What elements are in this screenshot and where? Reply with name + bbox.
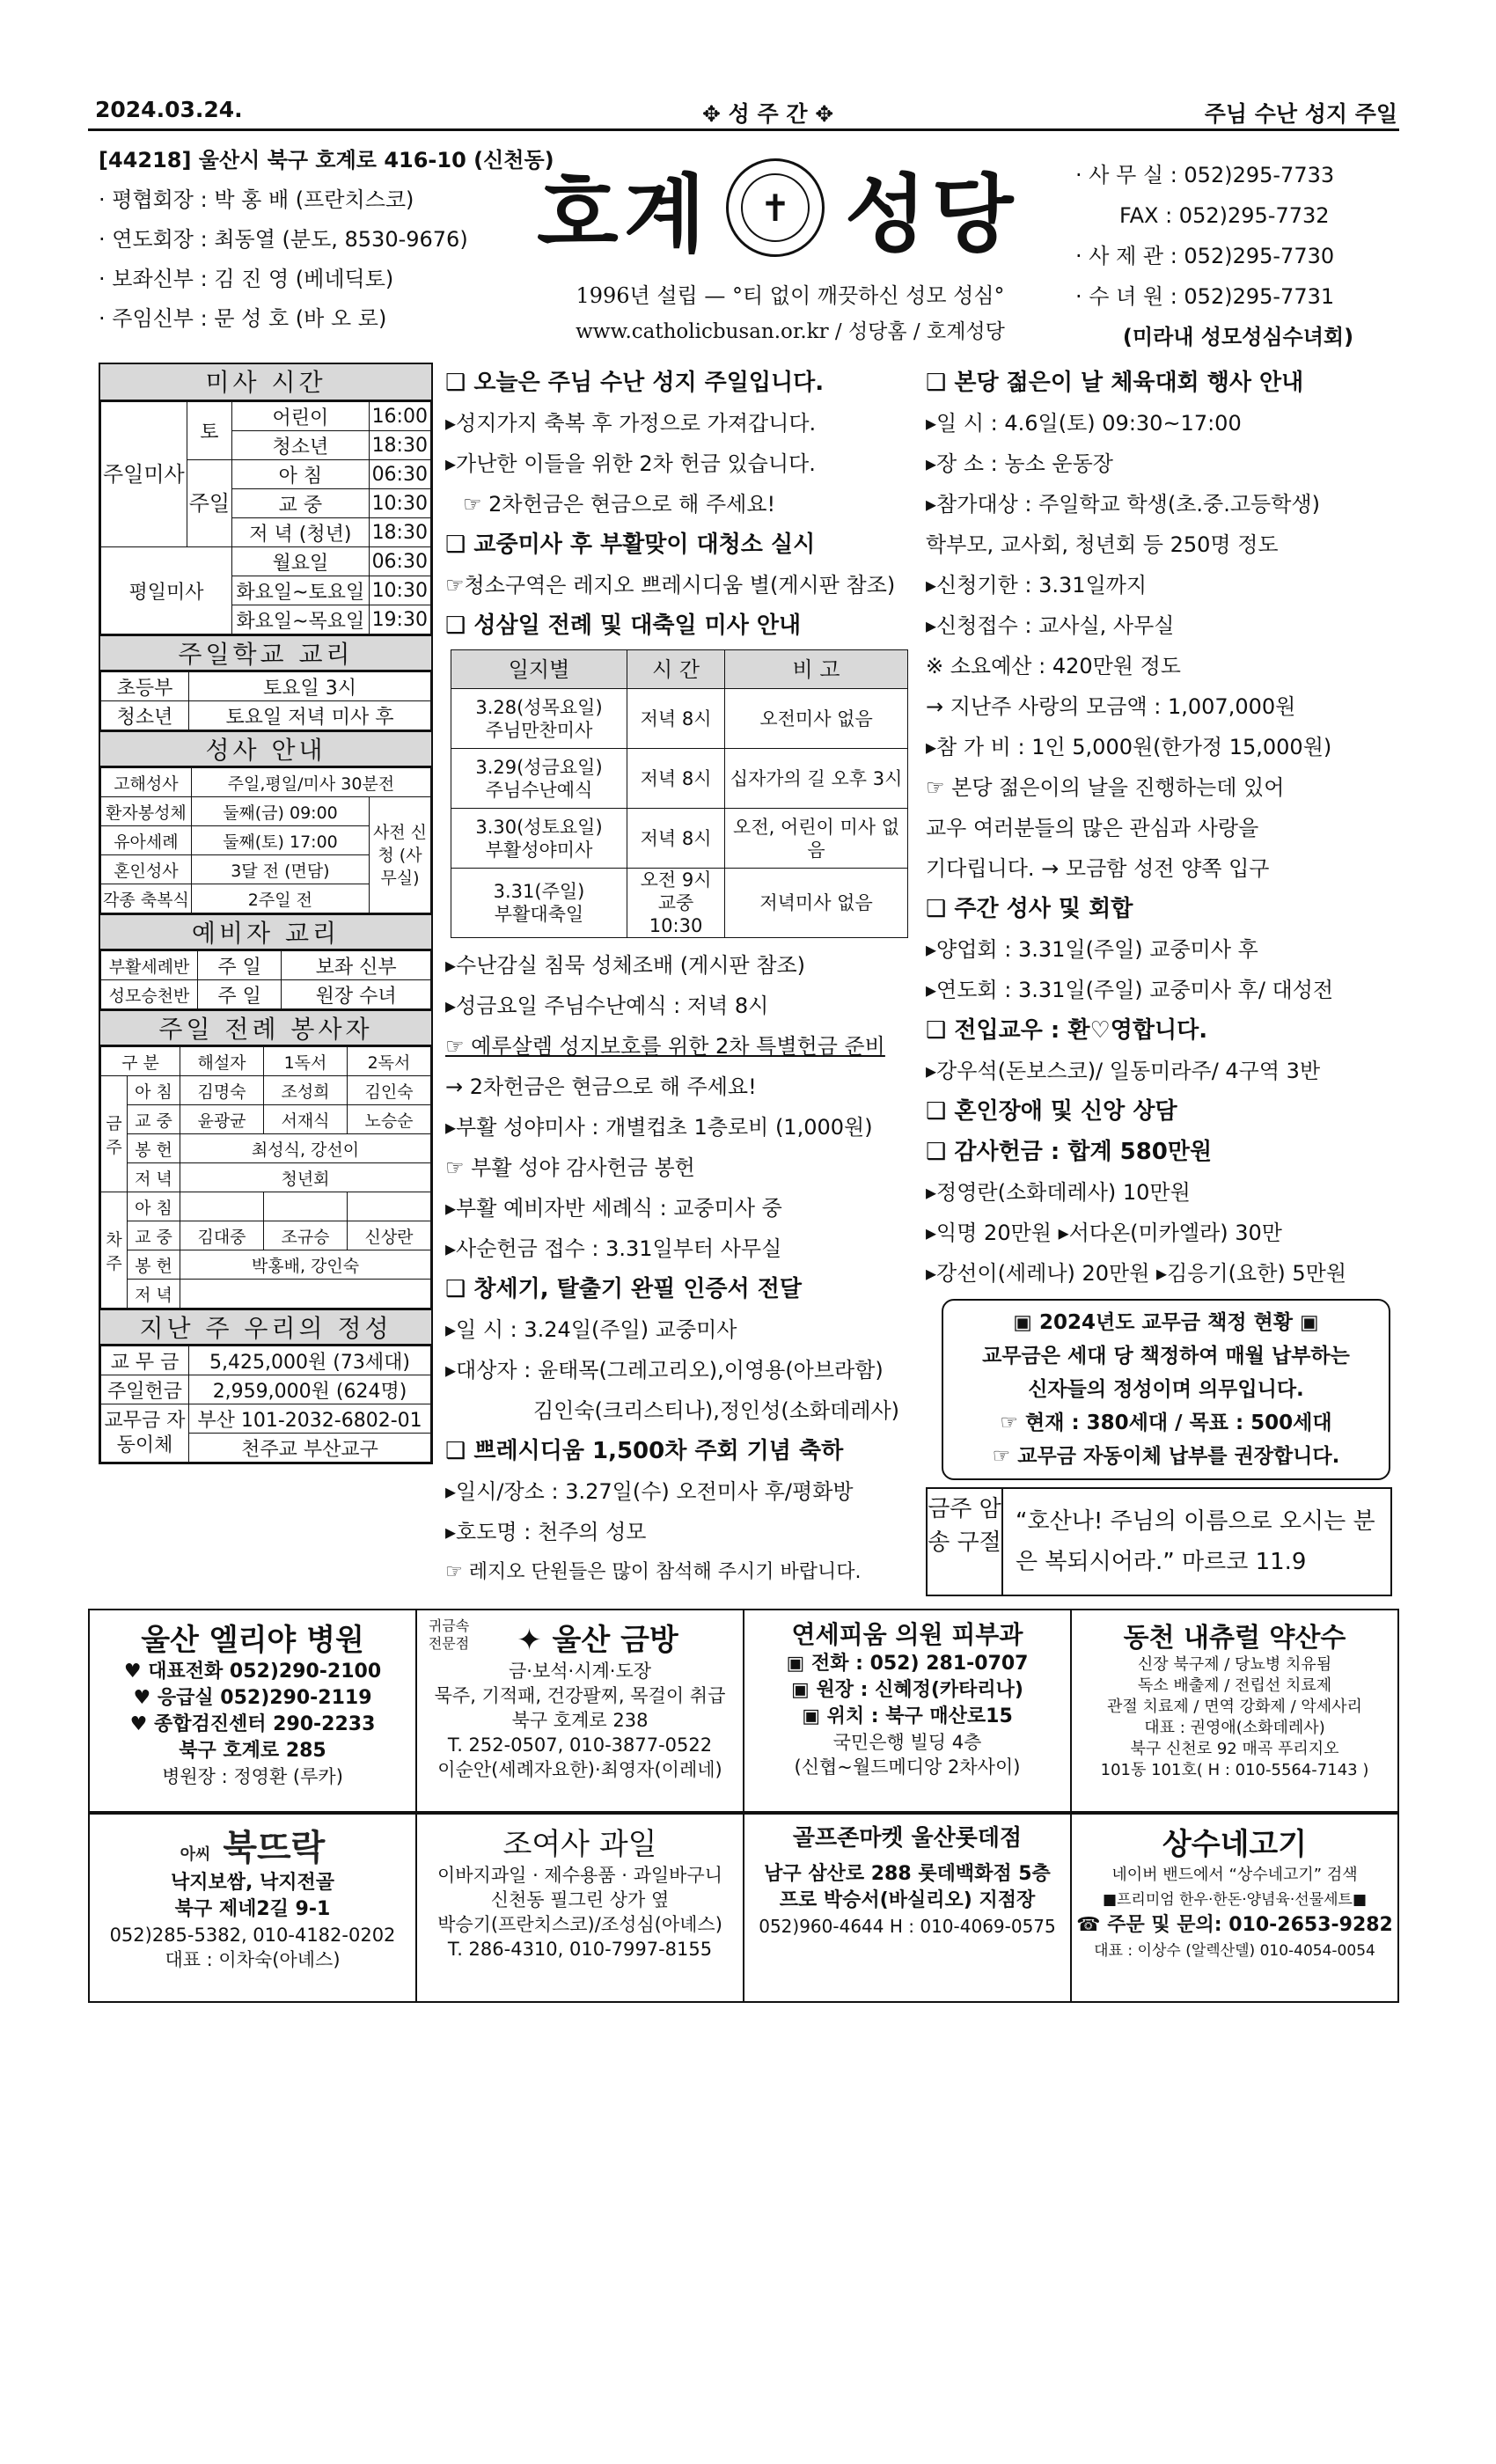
- mass-name: 교 중: [232, 489, 369, 518]
- title-part-2: 성당: [845, 165, 1019, 264]
- ad-line: ♥ 응급실 052)290-2119: [133, 1687, 372, 1709]
- box-line: ☞ 현재 : 380세대 / 목표 : 500세대: [1000, 1412, 1332, 1434]
- offering-amount: 5,425,000원 (73세대): [189, 1346, 431, 1375]
- ad-line: 대표 : 이상수 (알렉산델) 010-4054-0054: [1094, 1942, 1375, 1960]
- mass-name: 어린이: [232, 402, 369, 431]
- ad-tag: 귀금속 전문점: [428, 1617, 470, 1652]
- notice-line: ▸정영란(소화데레사) 10만원: [926, 1180, 1191, 1205]
- notice-line: ▸대상자 : 윤태목(그레고리오),이영용(아브라함): [445, 1358, 884, 1382]
- server-name: 조규승: [264, 1221, 348, 1250]
- website-link[interactable]: www.catholicbusan.or.kr / 성당홈 / 호계성당: [576, 320, 1005, 343]
- box-line: 신자들의 정성이며 의무입니다.: [1028, 1378, 1304, 1401]
- saturday-label: 토: [187, 402, 231, 460]
- ad-title: 동천 내츄럴 약산수: [1123, 1623, 1346, 1654]
- server-slot: 아 침: [128, 1076, 180, 1105]
- notice-line: ▸강우석(돈보스코)/ 일동미라주/ 4구역 3반: [926, 1059, 1321, 1083]
- ad-line: 대표 : 권영애(소화데레사): [1144, 1719, 1325, 1737]
- ad-title: 울산 엘리야 병원: [141, 1623, 364, 1658]
- server-name: [264, 1192, 348, 1221]
- ad-line: (신협~월드메디앙 2차사이): [794, 1756, 1021, 1778]
- convent-name: (미라내 성모성심수녀회): [1122, 325, 1354, 349]
- left-column: [99, 363, 433, 1464]
- bank-account: 부산 101-2032-6802-01: [189, 1404, 431, 1434]
- sacrament-time: 주일,평일/미사 30분전: [191, 768, 430, 797]
- sacrament-name: 유아세례: [101, 826, 192, 855]
- notice-line: ☞ 2차헌금은 현금으로 해 주세요!: [463, 492, 776, 517]
- school-grade: 초등부: [101, 672, 189, 701]
- col-head: 시 간: [627, 650, 725, 689]
- box-title: ▣ 2024년도 교무금 책정 현황 ▣: [1013, 1311, 1319, 1334]
- ad-line: ■프리미엄 한우·한돈·양념육·선물세트■: [1102, 1891, 1368, 1909]
- notice-line: ▸장 소 : 농소 운동장: [926, 451, 1113, 476]
- sacrament-name: 각종 축복식: [101, 884, 192, 913]
- notice-line: 기다립니다. → 모금함 성전 양쪽 입구: [926, 856, 1270, 881]
- sunday-name: 주님 수난 성지 주일: [1204, 101, 1397, 127]
- notice-heading: ❑ 본당 젊은이 날 체육대회 행사 안내: [926, 370, 1304, 396]
- mass-name: 아 침: [232, 460, 369, 489]
- liturgy-day: 3.31(주일) 부활대축일: [451, 869, 627, 938]
- header-contacts: [1075, 155, 1401, 357]
- ad-butcher[interactable]: [1072, 1815, 1397, 2001]
- ad-line: 이바지과일 · 제수용품 · 과일바구니: [436, 1865, 723, 1886]
- notice-line: ▸신청접수 : 교사실, 사무실: [926, 613, 1175, 638]
- ad-line: ▣ 원장 : 신혜정(카타리나): [791, 1679, 1023, 1701]
- ad-line: 052)285-5382, 010-4182-0202: [109, 1925, 396, 1946]
- notice-line: ▸연도회 : 3.31일(주일) 교중미사 후/ 대성전: [926, 978, 1334, 1002]
- mass-name: 화요일~토요일: [232, 576, 369, 605]
- notice-heading: ❑ 교중미사 후 부활맞이 대청소 실시: [445, 532, 816, 558]
- server-name: [348, 1192, 431, 1221]
- mass-time: 19:30: [369, 605, 430, 634]
- server-names: 청년회: [180, 1163, 431, 1192]
- school-grade: 청소년: [101, 701, 189, 730]
- mass-time: 06:30: [369, 460, 430, 489]
- notice-heading: ❑ 주간 성사 및 회합: [926, 896, 1133, 922]
- top-bar: [95, 93, 1397, 128]
- notice-line: ▸부활 성야미사 : 개별컵초 1층로비 (1,000원): [445, 1115, 873, 1140]
- auto-transfer-label: 교무금 자동이체: [101, 1404, 189, 1463]
- notice-line: ☞ 부활 성야 감사헌금 봉헌: [445, 1155, 695, 1180]
- ad-line: 독소 배출제 / 전립선 치료제: [1137, 1676, 1332, 1695]
- ad-title: ✦ 울산 금방: [517, 1623, 678, 1658]
- liturgy-note: 오전미사 없음: [725, 689, 908, 749]
- ad-line: 052)960-4644 H : 010-4069-0575: [759, 1916, 1056, 1937]
- ad-line: 묵주, 기적패, 건강팔찌, 목걸이 취급: [434, 1685, 726, 1706]
- sacrament-name: 환자봉성체: [101, 797, 192, 826]
- ad-line: ☎ 주문 및 문의: 010-2653-9282: [1076, 1914, 1393, 1936]
- server-name: [180, 1192, 264, 1221]
- offering-label: 교 무 금: [101, 1346, 189, 1375]
- top-divider: [88, 128, 1399, 131]
- ad-hospital[interactable]: [90, 1610, 417, 1811]
- server-slot: 저 녁: [128, 1280, 180, 1309]
- contact-line: · 사 무 실 : 052)295-7733: [1075, 163, 1335, 187]
- ad-line: T. 252-0507, 010-3877-0522: [447, 1734, 713, 1756]
- server-name: 신상란: [348, 1221, 431, 1250]
- sacrament-time: 2주일 전: [191, 884, 369, 913]
- notice-line: ▸일 시 : 3.24일(주일) 교중미사: [445, 1317, 737, 1342]
- ad-line: 국민은행 빌딩 4층: [832, 1732, 982, 1753]
- ad-title: 아씨 북뜨락: [180, 1828, 326, 1868]
- ad-line: ♥ 대표전화 052)290-2100: [123, 1661, 382, 1683]
- ad-line: 관절 치료제 / 면역 강화제 / 악세사리: [1107, 1698, 1362, 1716]
- sunday-label: 주일: [187, 460, 231, 547]
- ad-line: 낙지보쌈, 낙지전골: [170, 1872, 335, 1894]
- address: [44218] 울산시 북구 호계로 416-10 (신천동): [99, 148, 554, 172]
- notice-line: ▸사순헌금 접수 : 3.31일부터 사무실: [445, 1236, 782, 1261]
- sacrament-name: 혼인성사: [101, 855, 192, 884]
- ad-line: 신천동 필그린 상가 옆: [490, 1889, 670, 1910]
- section-title: 미사 시간: [100, 364, 431, 401]
- section-title: 예비자 교리: [100, 913, 431, 950]
- ad-line: 금·보석·시계·도장: [508, 1661, 652, 1682]
- notice-line: ☞ 레지오 단원들은 많이 참석해 주시기 바랍니다.: [445, 1561, 862, 1583]
- sacrament-name: 고해성사: [101, 768, 192, 797]
- school-time: 토요일 저녁 미사 후: [189, 701, 431, 730]
- server-slot: 교 중: [128, 1105, 180, 1134]
- ad-line: 남구 삼산로 288 롯데백화점 5층: [764, 1863, 1051, 1885]
- sunday-mass-label: 주일미사: [101, 402, 187, 547]
- server-slot: 봉 헌: [128, 1250, 180, 1280]
- ad-line: 북구 호계로 238: [511, 1710, 649, 1731]
- ad-line: 101동 101호( H : 010-5564-7143 ): [1100, 1761, 1369, 1779]
- notice-heading: ❑ 쁘레시디움 1,500차 주회 기념 축하: [445, 1438, 844, 1464]
- mass-time: 10:30: [369, 489, 430, 518]
- parish-title: [528, 148, 1030, 271]
- ad-fruit-shop[interactable]: [417, 1815, 744, 2001]
- server-name: 김명숙: [180, 1076, 264, 1105]
- school-time: 토요일 3시: [189, 672, 431, 701]
- sacrament-time: 둘째(금) 09:00: [191, 797, 369, 826]
- liturgy-day: 3.28(성목요일) 주님만찬미사: [451, 689, 627, 749]
- contact-line: · 수 녀 원 : 052)295-7731: [1075, 284, 1335, 309]
- ad-line: 북구 호계로 285: [179, 1740, 326, 1762]
- ad-line: ▣ 위치 : 북구 매산로15: [802, 1705, 1013, 1727]
- account-holder: 천주교 부산교구: [189, 1434, 431, 1463]
- ad-golf[interactable]: [744, 1815, 1072, 2001]
- ad-jewelry[interactable]: [417, 1610, 744, 1811]
- this-week-label: 금주: [101, 1076, 128, 1192]
- offering-label: 주일헌금: [101, 1375, 189, 1404]
- notice-line: → 2차헌금은 현금으로 해 주세요!: [445, 1074, 757, 1099]
- ad-line: 북구 신천로 92 매곡 푸리지오: [1130, 1740, 1339, 1758]
- ad-line: 박승기(프란치스코)/조성심(아녜스): [437, 1914, 722, 1935]
- mass-time: 18:30: [369, 431, 430, 460]
- box-line: ☞ 교무금 자동이체 납부를 권장합니다.: [992, 1445, 1340, 1468]
- triduum-schedule: [451, 649, 908, 938]
- notice-line: ☞ 본당 젊은이의 날을 진행하는데 있어: [926, 775, 1285, 800]
- mass-time: 06:30: [369, 547, 430, 576]
- mass-schedule: [99, 363, 433, 1464]
- ad-row-2: [88, 1813, 1399, 2003]
- ad-restaurant[interactable]: [90, 1815, 417, 2001]
- server-name: 노승순: [348, 1105, 431, 1134]
- ad-row-1: [88, 1609, 1399, 1813]
- liturgy-note: 십자가의 길 오후 3시: [725, 749, 908, 809]
- mass-time: 16:00: [369, 402, 430, 431]
- notice-heading: ❑ 감사헌금 : 합계 580만원: [926, 1139, 1213, 1165]
- contact-line: · 사 제 관 : 052)295-7730: [1075, 244, 1335, 268]
- class-day: 주 일: [198, 980, 282, 1009]
- notice-line: ▸성지가지 축복 후 가정으로 가져갑니다.: [445, 411, 817, 436]
- liturgy-time: 오전 9시 교중 10:30: [627, 869, 725, 938]
- liturgy-time: 저녁 8시: [627, 809, 725, 869]
- server-names: 최성식, 강선이: [180, 1134, 431, 1163]
- notice-heading: ❑ 혼인장애 및 신앙 상담: [926, 1098, 1177, 1125]
- col-head: 일지별: [451, 650, 627, 689]
- server-names: 박홍배, 강인숙: [180, 1250, 431, 1280]
- notice-line: ※ 소요예산 : 420만원 정도: [926, 654, 1181, 678]
- col-head: 비 고: [725, 650, 908, 689]
- notice-line: ☞ 예루살렘 성지보호를 위한 2차 특별헌금 준비: [445, 1034, 885, 1059]
- notice-line: ☞청소구역은 레지오 쁘레시디움 별(게시판 참조): [445, 573, 896, 598]
- notice-line: ▸호도명 : 천주의 성모: [445, 1520, 647, 1544]
- col-head: 1독서: [264, 1047, 348, 1076]
- class-name: 성모승천반: [101, 980, 198, 1009]
- mass-name: 청소년: [232, 431, 369, 460]
- ad-title: 상수네고기: [1162, 1827, 1308, 1862]
- col-head: 해설자: [180, 1047, 264, 1076]
- middle-column: [445, 363, 920, 1593]
- staff-line: · 연도회장 : 최동열 (분도, 8530-9676): [99, 227, 468, 252]
- notice-line: ▸참 가 비 : 1인 5,000원(한가정 15,000원): [926, 735, 1332, 759]
- server-slot: 교 중: [128, 1221, 180, 1250]
- ad-title: 연세피움 의원 피부과: [791, 1620, 1023, 1649]
- mass-name: 저 녁 (청년): [232, 518, 369, 547]
- server-slot: 봉 헌: [128, 1134, 180, 1163]
- ad-mineral-water[interactable]: [1072, 1610, 1397, 1811]
- box-line: 교무금은 세대 당 책정하여 매월 납부하는: [982, 1345, 1350, 1368]
- ad-line: 프로 박승서(바실리오) 지점장: [779, 1889, 1036, 1911]
- server-name: 조성희: [264, 1076, 348, 1105]
- header-left: [99, 141, 554, 339]
- section-title: 주일학교 교리: [100, 634, 431, 671]
- ad-line: ▣ 전화 : 052) 281-0707: [786, 1653, 1029, 1675]
- class-day: 주 일: [198, 951, 282, 980]
- ad-line: T. 286-4310, 010-7997-8155: [447, 1939, 713, 1960]
- offering-amount: 2,959,000원 (624명): [189, 1375, 431, 1404]
- established-line: 1996년 설립 — °티 없이 깨끗하신 성모 성심°: [576, 283, 1005, 308]
- liturgy-time: 저녁 8시: [627, 689, 725, 749]
- server-name: 윤광균: [180, 1105, 264, 1134]
- server-names: [180, 1280, 431, 1309]
- liturgy-note: 오전, 어린이 미사 없음: [725, 809, 908, 869]
- verse-label: 금주 암송 구절: [928, 1489, 1003, 1595]
- title-part-1: 호계: [537, 165, 711, 264]
- server-name: 김대중: [180, 1221, 264, 1250]
- notice-line: ▸부활 예비자반 세례식 : 교중미사 중: [445, 1196, 782, 1221]
- server-name: 김인숙: [348, 1076, 431, 1105]
- server-name: 서재식: [264, 1105, 348, 1134]
- ad-title: 골프존마켓 울산롯데점: [792, 1825, 1023, 1852]
- tithe-status-box: [942, 1299, 1390, 1480]
- contact-line: FAX : 052)295-7732: [1119, 203, 1330, 228]
- notice-line: ▸강선이(세레나) 20만원 ▸김응기(요한) 5만원: [926, 1261, 1347, 1286]
- notice-heading: ❑ 성삼일 전례 및 대축일 미사 안내: [445, 612, 802, 639]
- mass-time: 10:30: [369, 576, 430, 605]
- liturgy-note: 저녁미사 없음: [725, 869, 908, 938]
- notice-line: 김인숙(크리스티나),정인성(소화데레사): [533, 1398, 900, 1423]
- class-teacher: 보좌 신부: [282, 951, 431, 980]
- mass-time: 18:30: [369, 518, 430, 547]
- ad-line: ♥ 종합검진센터 290-2233: [129, 1713, 376, 1735]
- sacrament-time: 3달 전 (면담): [191, 855, 369, 884]
- ad-line: 북구 제네2길 9-1: [174, 1898, 331, 1920]
- mass-name: 월요일: [232, 547, 369, 576]
- notice-line: ▸익명 20만원 ▸서다온(미카엘라) 30만: [926, 1221, 1282, 1245]
- notice-line: ▸일 시 : 4.6일(토) 09:30~17:00: [926, 411, 1242, 436]
- mass-name: 화요일~목요일: [232, 605, 369, 634]
- notice-line: ▸수난감실 침묵 성체조배 (게시판 참조): [445, 953, 806, 978]
- notice-heading: ❑ 창세기, 탈출기 완필 인증서 전달: [445, 1276, 802, 1302]
- class-name: 부활세례반: [101, 951, 198, 980]
- ad-line: 네이버 밴드에서 “상수네고기” 검색: [1111, 1866, 1358, 1884]
- server-slot: 아 침: [128, 1192, 180, 1221]
- next-week-label: 차주: [101, 1192, 128, 1309]
- server-slot: 저 녁: [128, 1163, 180, 1192]
- section-title: 주일 전례 봉사자: [100, 1009, 431, 1046]
- notice-line: → 지난주 사랑의 모금액 : 1,007,000원: [926, 694, 1296, 719]
- staff-line: · 주임신부 : 문 성 호 (바 오 로): [99, 306, 387, 331]
- section-title: 성사 안내: [100, 730, 431, 767]
- notice-line: 교우 여러분들의 많은 관심과 사랑을: [926, 816, 1259, 840]
- weekly-verse: [926, 1487, 1392, 1596]
- col-head: 구 분: [101, 1047, 180, 1076]
- notice-line: ▸가난한 이들을 위한 2차 헌금 있습니다.: [445, 451, 816, 476]
- class-teacher: 원장 수녀: [282, 980, 431, 1009]
- ad-title: 조여사 과일: [502, 1827, 657, 1862]
- sacrament-time: 둘째(토) 17:00: [191, 826, 369, 855]
- sacrament-note: 사전 신청 (사무실): [370, 797, 431, 913]
- parish-seal-icon: ✝: [726, 158, 825, 257]
- notice-line: 학부모, 교사회, 청년회 등 250명 정도: [926, 532, 1279, 557]
- bulletin-date: 2024.03.24.: [95, 97, 243, 122]
- staff-line: · 보좌신부 : 김 진 영 (베네딕토): [99, 267, 394, 291]
- right-column: [926, 363, 1392, 1480]
- ad-line: 병원장 : 정영환 (루카): [162, 1766, 343, 1787]
- notice-heading: ❑ 오늘은 주님 수난 성지 주일입니다.: [445, 370, 825, 396]
- notice-line: ▸참가대상 : 주일학교 학생(초.중.고등학생): [926, 492, 1320, 517]
- notice-line: ▸성금요일 주님수난예식 : 저녁 8시: [445, 994, 769, 1018]
- liturgy-day: 3.29(성금요일) 주님수난예식: [451, 749, 627, 809]
- weekday-mass-label: 평일미사: [101, 547, 232, 634]
- notice-line: ▸일시/장소 : 3.27일(수) 오전미사 후/평화방: [445, 1479, 854, 1504]
- notice-heading: ❑ 전입교우 : 환♡영합니다.: [926, 1017, 1208, 1044]
- liturgy-day: 3.30(성토요일) 부활성야미사: [451, 809, 627, 869]
- liturgy-time: 저녁 8시: [627, 749, 725, 809]
- section-title: 지난 주 우리의 정성: [100, 1309, 431, 1346]
- col-head: 2독서: [348, 1047, 431, 1076]
- ad-dermatology[interactable]: [744, 1610, 1072, 1811]
- notice-line: ▸신청기한 : 3.31일까지: [926, 573, 1148, 598]
- staff-line: · 평협회장 : 박 홍 배 (프란치스코): [99, 187, 414, 212]
- verse-text: “호산나! 주님의 이름으로 오시는 분은 복되시어라.” 마르코 11.9: [1016, 1508, 1375, 1575]
- ad-line: 신장 북구제 / 당뇨병 치유됨: [1137, 1655, 1332, 1674]
- bulletin-type: ✥ 성 주 간 ✥: [702, 101, 834, 127]
- ad-line: 대표 : 이차숙(아녜스): [165, 1949, 341, 1970]
- notice-line: ▸양업회 : 3.31일(주일) 교중미사 후: [926, 937, 1258, 962]
- ad-line: 이순안(세례자요한)·최영자(이레네): [437, 1759, 722, 1780]
